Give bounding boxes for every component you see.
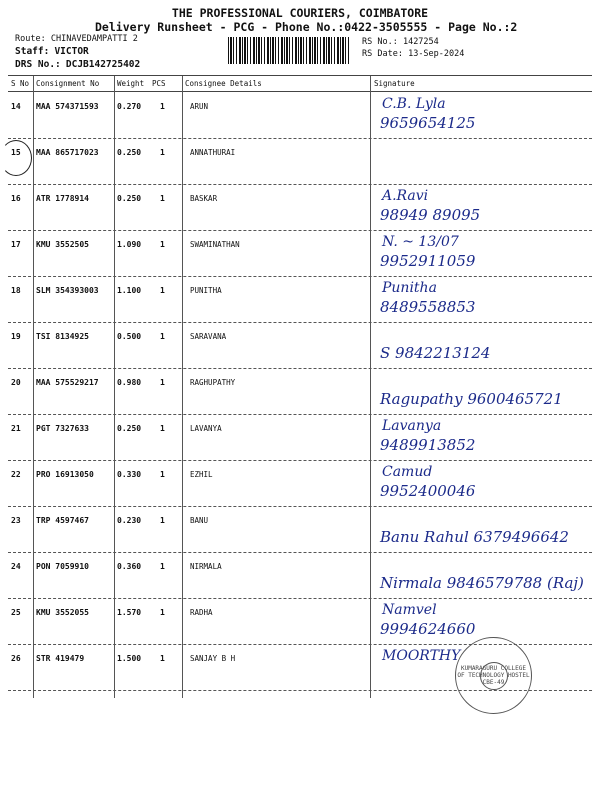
row-separator xyxy=(8,322,592,323)
drs-line xyxy=(15,59,140,70)
route-line xyxy=(15,34,138,44)
signature-phone-number: 9659654125 xyxy=(380,114,476,132)
cell-consignee-name: RADHA xyxy=(190,608,213,617)
column-header-pcs: PCS xyxy=(152,79,166,88)
cell-consignment-no: PRO 16913050 xyxy=(36,470,94,479)
signature-phone-number: 98949 89095 xyxy=(380,206,481,224)
route-value: CHINAVEDAMPATTI 2 xyxy=(50,34,138,44)
barcode-image xyxy=(228,37,351,64)
signature-phone-number: 9489913852 xyxy=(380,436,476,454)
signature-phone-number: Nirmala 9846579788 (Raj) xyxy=(380,574,584,592)
stamp-text: KUMARAGURU COLLEGE OF TECHNOLOGY HOSTEL CBE-49 xyxy=(457,665,530,686)
cell-pcs: 1 xyxy=(160,562,165,571)
company-title: THE PROFESSIONAL COURIERS, COIMBATORE xyxy=(171,6,429,20)
cell-sno: 14 xyxy=(11,102,21,111)
cell-consignee-name: SANJAY B H xyxy=(190,654,236,663)
column-header-weight: Weight xyxy=(117,79,145,88)
signature-handwriting: Lavanya xyxy=(382,418,442,434)
cell-weight: 1.570 xyxy=(117,608,142,617)
staff-line xyxy=(15,46,89,57)
table-row xyxy=(0,278,600,324)
table-row xyxy=(0,416,600,462)
signature-handwriting: Camud xyxy=(382,464,433,480)
cell-consignee-name: SWAMINATHAN xyxy=(190,240,240,249)
row-separator xyxy=(8,138,592,139)
cell-pcs: 1 xyxy=(160,148,165,157)
cell-sno: 19 xyxy=(11,332,21,341)
cell-weight: 1.090 xyxy=(117,240,142,249)
row-separator xyxy=(8,276,592,277)
signature-handwriting: A.Ravi xyxy=(382,188,429,204)
signature-handwriting: Punitha xyxy=(382,280,437,296)
row-separator xyxy=(8,184,592,185)
cell-consignment-no: TSI 8134925 xyxy=(36,332,89,341)
signature-phone-number: Banu Rahul 6379496642 xyxy=(380,528,569,546)
table-row xyxy=(0,554,600,600)
table-row xyxy=(0,370,600,416)
cell-consignment-no: KMU 3552055 xyxy=(36,608,89,617)
row-separator xyxy=(8,368,592,369)
row-separator xyxy=(8,506,592,507)
cell-pcs: 1 xyxy=(160,654,165,663)
rs-date-line xyxy=(362,49,464,59)
cell-consignment-no: ATR 1778914 xyxy=(36,194,89,203)
column-header-consignment: Consignment No xyxy=(36,79,100,88)
signature-phone-number: 9994624660 xyxy=(380,620,476,638)
cell-consignee-name: NIRMALA xyxy=(190,562,222,571)
cell-pcs: 1 xyxy=(160,470,165,479)
signature-handwriting: MOORTHY xyxy=(382,648,461,664)
cell-weight: 0.250 xyxy=(117,148,142,157)
row-separator xyxy=(8,414,592,415)
cell-sno: 20 xyxy=(11,378,21,387)
cell-consignment-no: TRP 4597467 xyxy=(36,516,89,525)
drs-label: DRS No.: xyxy=(15,59,61,70)
signature-handwriting: N. ~ 13/07 xyxy=(382,234,459,250)
column-header-signature: Signature xyxy=(374,79,415,88)
cell-consignee-name: EZHIL xyxy=(190,470,213,479)
table-row xyxy=(0,140,600,186)
table-row xyxy=(0,508,600,554)
cell-consignment-no: PGT 7327633 xyxy=(36,424,89,433)
cell-weight: 0.250 xyxy=(117,194,142,203)
drs-value: DCJB142725402 xyxy=(65,59,141,70)
table-row xyxy=(0,186,600,232)
cell-consignee-name: RAGHUPATHY xyxy=(190,378,236,387)
cell-consignment-no: PON 7059910 xyxy=(36,562,89,571)
cell-consignment-no: MAA 865717023 xyxy=(36,148,99,157)
row-separator xyxy=(8,552,592,553)
cell-weight: 0.270 xyxy=(117,102,142,111)
row-separator xyxy=(8,598,592,599)
cell-pcs: 1 xyxy=(160,608,165,617)
cell-consignee-name: LAVANYA xyxy=(190,424,222,433)
cell-weight: 0.250 xyxy=(117,424,142,433)
cell-weight: 0.230 xyxy=(117,516,142,525)
rs-date-label: RS Date: xyxy=(362,49,403,59)
cell-weight: 0.980 xyxy=(117,378,142,387)
cell-consignment-no: STR 419479 xyxy=(36,654,85,663)
cell-sno: 16 xyxy=(11,194,21,203)
cell-pcs: 1 xyxy=(160,332,165,341)
staff-value: VICTOR xyxy=(54,46,89,57)
cell-weight: 1.100 xyxy=(117,286,142,295)
cell-consignment-no: SLM 354393003 xyxy=(36,286,99,295)
signature-handwriting: Namvel xyxy=(382,602,437,618)
cell-consignee-name: ARUN xyxy=(190,102,209,111)
column-header-sno: S No xyxy=(11,79,30,88)
cell-pcs: 1 xyxy=(160,194,165,203)
signature-phone-number: 8489558853 xyxy=(380,298,476,316)
cell-sno: 18 xyxy=(11,286,21,295)
rs-no-label: RS No.: xyxy=(362,37,398,47)
cell-pcs: 1 xyxy=(160,240,165,249)
table-row xyxy=(0,94,600,140)
rs-no-line xyxy=(362,37,439,47)
row-separator xyxy=(8,230,592,231)
cell-weight: 0.330 xyxy=(117,470,142,479)
runsheet-subtitle: Delivery Runsheet - PCG - Phone No.:0422-3505555 - Page No.:2 xyxy=(95,20,518,34)
cell-weight: 0.360 xyxy=(117,562,142,571)
cell-weight: 0.500 xyxy=(117,332,142,341)
cell-weight: 1.500 xyxy=(117,654,142,663)
cell-pcs: 1 xyxy=(160,102,165,111)
cell-consignment-no: MAA 575529217 xyxy=(36,378,99,387)
column-header-consignee: Consignee Details xyxy=(185,79,262,88)
table-header-border xyxy=(8,91,592,92)
hand-drawn-circle-mark xyxy=(0,140,32,176)
signature-handwriting: C.B. Lyla xyxy=(382,96,446,112)
cell-sno: 23 xyxy=(11,516,21,525)
rs-no-value: 1427254 xyxy=(402,37,439,47)
cell-pcs: 1 xyxy=(160,424,165,433)
cell-consignment-no: KMU 3552505 xyxy=(36,240,89,249)
table-row xyxy=(0,324,600,370)
cell-sno: 26 xyxy=(11,654,21,663)
cell-sno: 15 xyxy=(11,148,21,157)
row-separator xyxy=(8,460,592,461)
cell-sno: 17 xyxy=(11,240,21,249)
cell-consignee-name: BASKAR xyxy=(190,194,218,203)
cell-sno: 22 xyxy=(11,470,21,479)
table-row xyxy=(0,232,600,278)
table-top-border xyxy=(8,75,592,76)
cell-sno: 25 xyxy=(11,608,21,617)
staff-label: Staff: xyxy=(15,46,50,57)
signature-phone-number: S 9842213124 xyxy=(380,344,491,362)
route-label: Route: xyxy=(15,34,46,44)
cell-consignee-name: PUNITHA xyxy=(190,286,222,295)
rs-date-value: 13-Sep-2024 xyxy=(408,49,465,59)
cell-consignee-name: SARAVANA xyxy=(190,332,227,341)
signature-phone-number: 9952400046 xyxy=(380,482,476,500)
cell-sno: 24 xyxy=(11,562,21,571)
signature-phone-number: 9952911059 xyxy=(380,252,476,270)
cell-pcs: 1 xyxy=(160,516,165,525)
table-row xyxy=(0,462,600,508)
cell-pcs: 1 xyxy=(160,378,165,387)
cell-consignment-no: MAA 574371593 xyxy=(36,102,99,111)
signature-phone-number: Ragupathy 9600465721 xyxy=(380,390,563,408)
cell-consignee-name: BANU xyxy=(190,516,209,525)
cell-consignee-name: ANNATHURAI xyxy=(190,148,236,157)
hostel-stamp xyxy=(455,637,532,714)
cell-pcs: 1 xyxy=(160,286,165,295)
table-row xyxy=(0,600,600,646)
cell-sno: 21 xyxy=(11,424,21,433)
